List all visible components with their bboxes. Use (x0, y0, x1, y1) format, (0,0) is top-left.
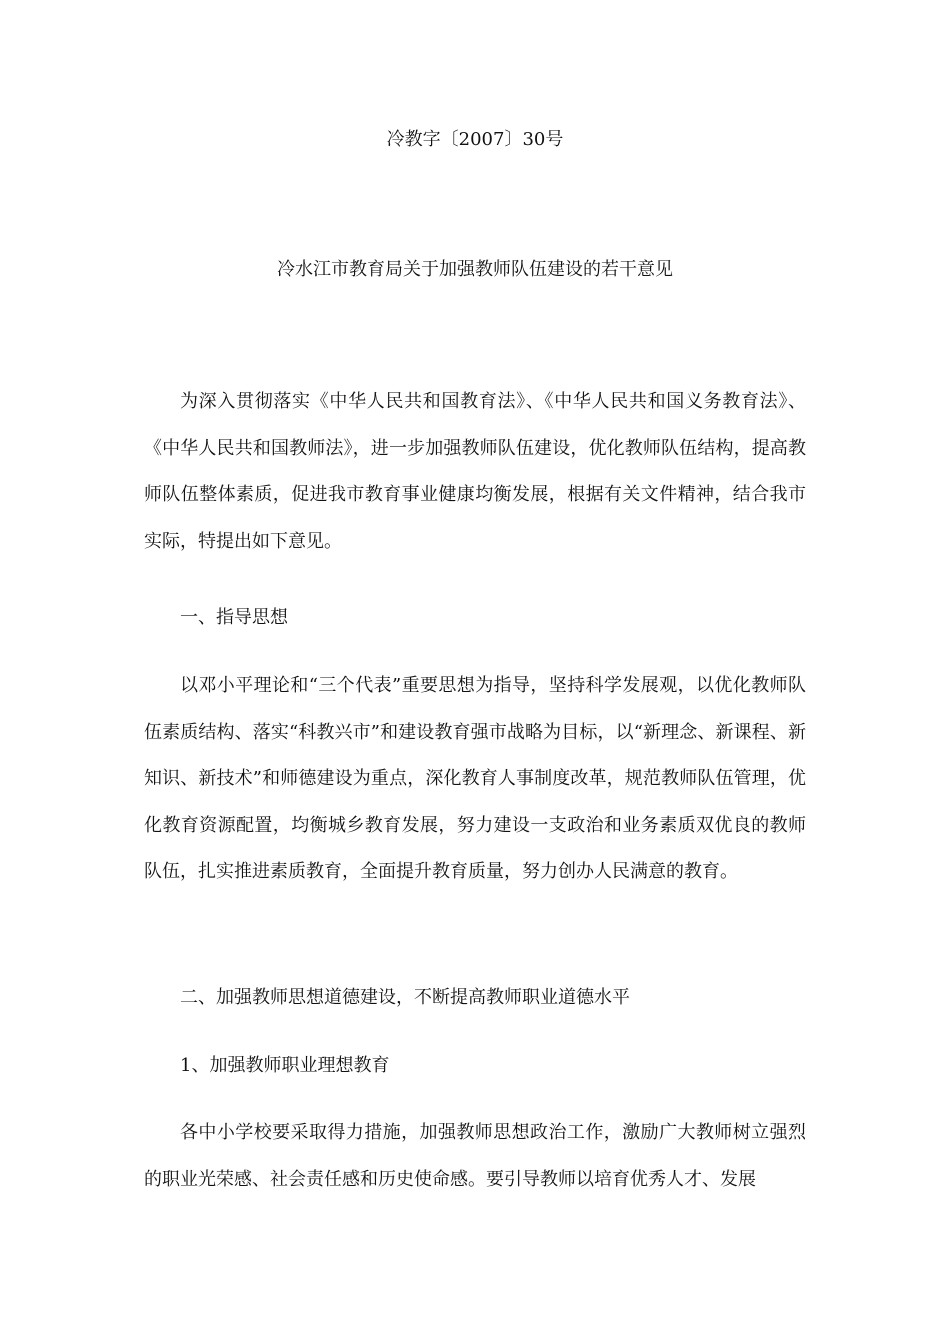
document-number: 冷教字〔2007〕30号 (386, 129, 564, 150)
subsection-heading-career-ideals: 1、加强教师职业理想教育 (180, 1055, 390, 1076)
section-heading-guiding-ideology: 一、指导思想 (180, 607, 288, 628)
career-ideals-paragraph: 各中小学校要采取得力措施，加强教师思想政治工作，激励广大教师树立强烈的职业光荣感、社会责任感和历史使命感。要引导教师以培育优秀人才、发展 (144, 1122, 806, 1190)
guiding-ideology-paragraph: 以邓小平理论和“三个代表”重要思想为指导，坚持科学发展观，以优化教师队伍素质结构、落实“科教兴市”和建设教育强市战略为目标，以“新理念、新课程、新知识、新技术”和师德建设为重点，深化教育人事制度改革，规范教师队伍管理，优化教育资源配置，均衡城乡教育发展，努力建设一支政治和业务素质双优良的教师队伍，扎实推进素质教育，全面提升教育质量，努力创办人民满意的教育。 (144, 675, 806, 882)
document-title: 冷水江市教育局关于加强教师队伍建设的若干意见 (277, 259, 673, 280)
section-heading-teacher-ethics: 二、加强教师思想道德建设，不断提高教师职业道德水平 (180, 987, 630, 1008)
intro-paragraph: 为深入贯彻落实《中华人民共和国教育法》、《中华人民共和国义务教育法》、《中华人民共和国教师法》，进一步加强教师队伍建设，优化教师队伍结构，提高教师队伍整体素质，促进我市教育事业健康均衡发展，根据有关文件精神，结合我市实际，特提出如下意见。 (144, 391, 806, 552)
